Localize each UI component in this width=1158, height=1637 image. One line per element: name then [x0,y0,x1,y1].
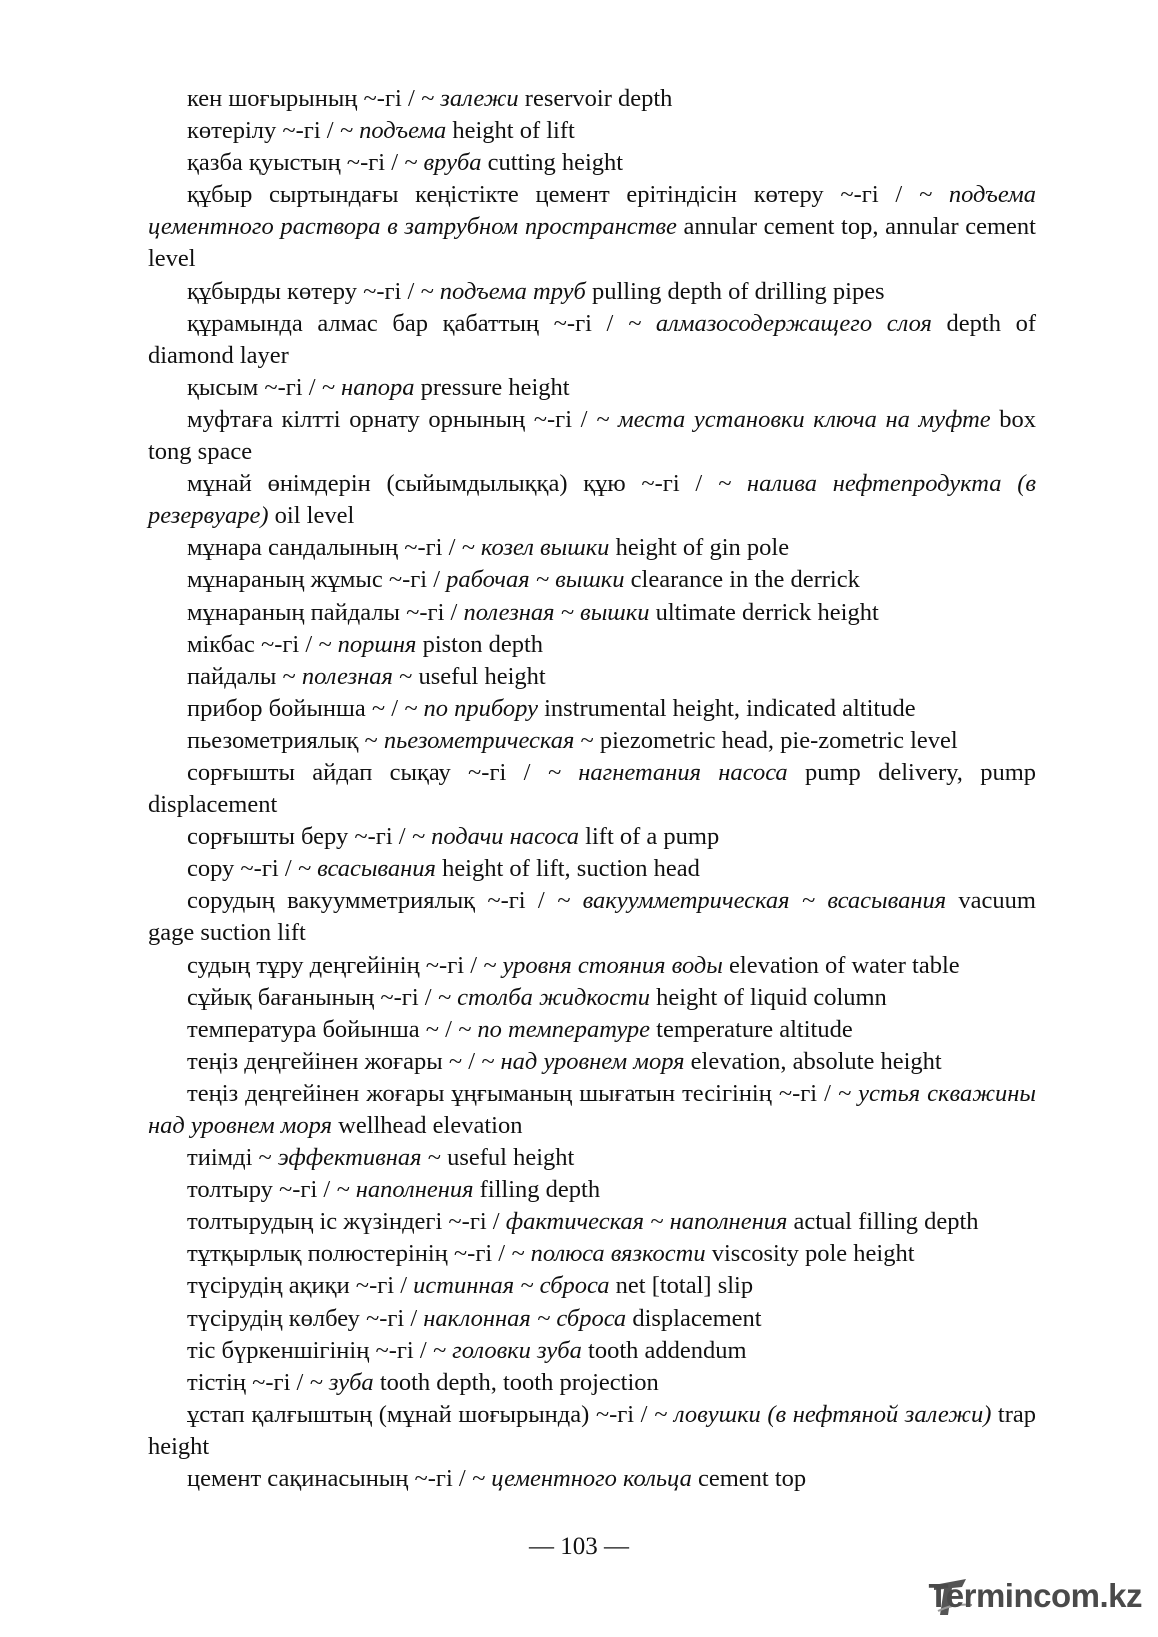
russian-term: ~ уровня стояния воды [483,951,723,979]
english-term: trap height [148,1400,1037,1460]
english-term: actual filling depth [793,1208,979,1236]
english-term: displacement [632,1304,762,1332]
russian-term: пьезометрическая [383,726,575,754]
english-term: cutting height [487,149,624,177]
russian-term: ~ подачи насоса [411,823,580,851]
kazakh-term: судың тұру деңгейінің ~-гі / [187,951,478,979]
dictionary-entry [148,597,1036,629]
english-term: viscosity pole height [711,1240,915,1268]
english-term: pulling depth of drilling pipes [591,277,885,305]
russian-term: фактическая ~ наполнения [505,1208,788,1236]
kazakh-term: температура бойынша ~ / [187,1015,452,1043]
dictionary-entry [148,1238,1036,1270]
dictionary-entry [148,115,1036,147]
dictionary-entry [148,308,1036,372]
dictionary-entry [148,404,1036,468]
english-term: ~ useful height [399,662,546,690]
english-term: filling depth [479,1176,601,1204]
kazakh-term: мұнара сандалының ~-гі / [187,534,456,562]
kazakh-term: кен шоғырының ~-гі / [187,85,415,112]
english-term: elevation, absolute height [690,1047,942,1075]
russian-term: ~ вакуумметрическая ~ всасывания [557,887,947,915]
kazakh-term: толтыру ~-гі / [187,1176,331,1204]
dictionary-entry [148,468,1036,532]
dictionary-entry [148,1399,1036,1463]
english-term: ~ piezometric head, pie-zometric level [580,726,958,754]
russian-term: ~ козел вышки [461,534,610,562]
dictionary-entries [148,83,1036,1495]
english-term: elevation of water table [729,951,960,979]
dictionary-entry [148,725,1036,757]
kazakh-term: толтырудың іс жүзіндегі ~-гі / [187,1208,500,1236]
russian-term: ~ цементного кольца [471,1465,692,1493]
russian-term: полезная ~ вышки [463,598,650,626]
english-term: height of liquid column [656,983,887,1011]
english-term: oil level [274,502,355,530]
dictionary-entry [148,1014,1036,1046]
kazakh-term: цемент сақинасының ~-гі / [187,1465,466,1493]
russian-term: ~ столба жидкости [437,983,650,1011]
english-term: height of lift [452,117,575,145]
english-term: height of gin pole [615,534,790,562]
kazakh-term: түсірудің ақиқи ~-гі / [187,1272,408,1300]
russian-term: истинная ~ сброса [413,1272,610,1300]
kazakh-term: құбыр сыртындағы кеңістікте цемент ерітіндісін көтеру ~-гі / [187,181,903,209]
kazakh-term: құбырды көтеру ~-гі / [187,277,415,305]
dictionary-entry [148,83,1036,115]
russian-term: ~ алмазосодержащего слоя [628,309,932,337]
kazakh-term: көтерілу ~-гі / [187,117,334,145]
kazakh-term: сору ~-гі / [187,855,292,883]
russian-term: ~ устья скважины над уровнем моря [148,1079,1036,1139]
english-term: instrumental height, indicated altitude [544,694,916,722]
russian-term: ~ ловушки (в нефтяной залежи) [654,1400,992,1428]
english-term: piston depth [422,630,544,658]
dictionary-entry [148,276,1036,308]
russian-term: ~ поршня [318,630,417,658]
dictionary-entry [148,885,1036,949]
dictionary-entry [148,1463,1036,1495]
dictionary-entry [148,821,1036,853]
english-term: depth of diamond layer [148,309,1037,369]
dictionary-entry [148,1303,1036,1335]
dictionary-entry [148,179,1036,275]
english-term: ~ useful height [427,1144,575,1172]
kazakh-term: сұйық бағанының ~-гі / [187,983,432,1011]
russian-term: эффективная [277,1144,422,1172]
english-term: lift of a pump [585,823,720,851]
site-watermark [928,1577,1142,1617]
russian-term: ~ над уровнем моря [481,1047,685,1075]
english-term: ultimate derrick height [655,598,879,626]
kazakh-term: пайдалы ~ [187,662,296,690]
kazakh-term: тістің ~-гі / [187,1368,304,1396]
english-term: temperature altitude [656,1015,853,1043]
kazakh-term: мікбас ~-гі / [187,630,313,658]
english-term: vacuum gage suction lift [148,887,1036,947]
russian-term: ~ залежи [420,85,519,112]
english-term: reservoir depth [524,85,673,112]
russian-term: рабочая ~ вышки [446,566,625,594]
russian-term: полезная [301,662,393,690]
english-term: tooth addendum [588,1336,747,1364]
page-number: — 103 — [529,1533,629,1560]
dictionary-entry [148,629,1036,661]
dictionary-entry [148,757,1036,821]
russian-term: ~ по температуре [458,1015,651,1043]
dictionary-entry [148,532,1036,564]
dictionary-entry [148,950,1036,982]
dictionary-entry [148,693,1036,725]
kazakh-term: пьезометриялық ~ [187,726,378,754]
kazakh-term: прибор бойынша ~ / [187,694,399,722]
watermark-text: Termincom.kz [928,1577,1142,1614]
russian-term: ~ напора [321,373,415,401]
russian-term: ~ налива нефтепродукта (в резервуаре) [148,470,1037,530]
kazakh-term: қысым ~-гі / [187,373,316,401]
russian-term: ~ места установки ключа на муфте [596,405,991,433]
dictionary-entry [148,1142,1036,1174]
russian-term: ~ всасывания [297,855,436,883]
english-term: cement top [697,1465,807,1493]
english-term: annular cement top, annular cement level [148,213,1036,273]
kazakh-term: теңіз деңгейінен жоғары ұңғыманың шығатын тесігінің ~-гі / [187,1079,831,1107]
dictionary-entry [148,1335,1036,1367]
kazakh-term: қазба қуыстың ~-гі / [187,149,399,177]
kazakh-term: түсірудің көлбеу ~-гі / [187,1304,418,1332]
dictionary-entry [148,1367,1036,1399]
english-term: clearance in the derrick [630,566,860,594]
dictionary-entry [148,982,1036,1014]
dictionary-entry [148,1046,1036,1078]
russian-term: ~ зуба [309,1368,374,1396]
kazakh-term: мұнай өнімдерін (сыйымдылыққа) құю ~-гі / [187,470,703,498]
dictionary-entry [148,147,1036,179]
russian-term: ~ полюса вязкости [511,1240,706,1268]
kazakh-term: теңіз деңгейінен жоғары ~ / [187,1047,476,1075]
dictionary-entry [148,1174,1036,1206]
russian-term: ~ подъема цементного раствора в затрубном пространстве [148,181,1036,241]
english-term: pressure height [420,373,570,401]
kazakh-term: мұнараның жұмыс ~-гі / [187,566,441,594]
russian-term: ~ головки зуба [432,1336,582,1364]
english-term: box tong space [148,405,1037,466]
kazakh-term: тіс бүркеншігінің ~-гі / [187,1336,427,1364]
dictionary-entry [148,853,1036,885]
kazakh-term: тұтқырлық полюстерінің ~-гі / [187,1240,506,1268]
english-term: pump delivery, pump displacement [148,758,1036,819]
russian-term: ~ подъема труб [420,277,586,305]
kazakh-term: сорғышты беру ~-гі / [187,823,406,851]
russian-term: ~ нагнетания насоса [547,758,788,786]
russian-term: ~ по прибору [404,694,538,722]
english-term: net [total] slip [615,1272,754,1300]
kazakh-term: тиімді ~ [187,1144,272,1172]
russian-term: ~ вруба [404,149,482,177]
kazakh-term: мұнараның пайдалы ~-гі / [187,598,458,626]
russian-term: ~ подъема [339,117,447,145]
kazakh-term: сорғышты айдап сықау ~-гі / [187,758,531,786]
dictionary-entry [148,661,1036,693]
english-term: wellhead elevation [338,1112,523,1139]
kazakh-term: ұстап қалғыштың (мұнай шоғырында) ~-гі / [187,1400,648,1428]
dictionary-entry [148,1078,1036,1142]
russian-term: наклонная ~ сброса [423,1304,627,1332]
dictionary-entry [148,564,1036,596]
english-term: tooth depth, tooth projection [379,1368,659,1396]
dictionary-entry [148,372,1036,404]
dictionary-entry [148,1206,1036,1238]
kazakh-term: құрамында алмас бар қабаттың ~-гі / [187,309,614,337]
kazakh-term: муфтаға кілтті орнату орнының ~-гі / [187,405,588,433]
english-term: height of lift, suction head [442,855,700,883]
kazakh-term: сорудың вакуумметриялық ~-гі / [187,887,545,915]
russian-term: ~ наполнения [336,1176,474,1204]
dictionary-entry [148,1270,1036,1302]
